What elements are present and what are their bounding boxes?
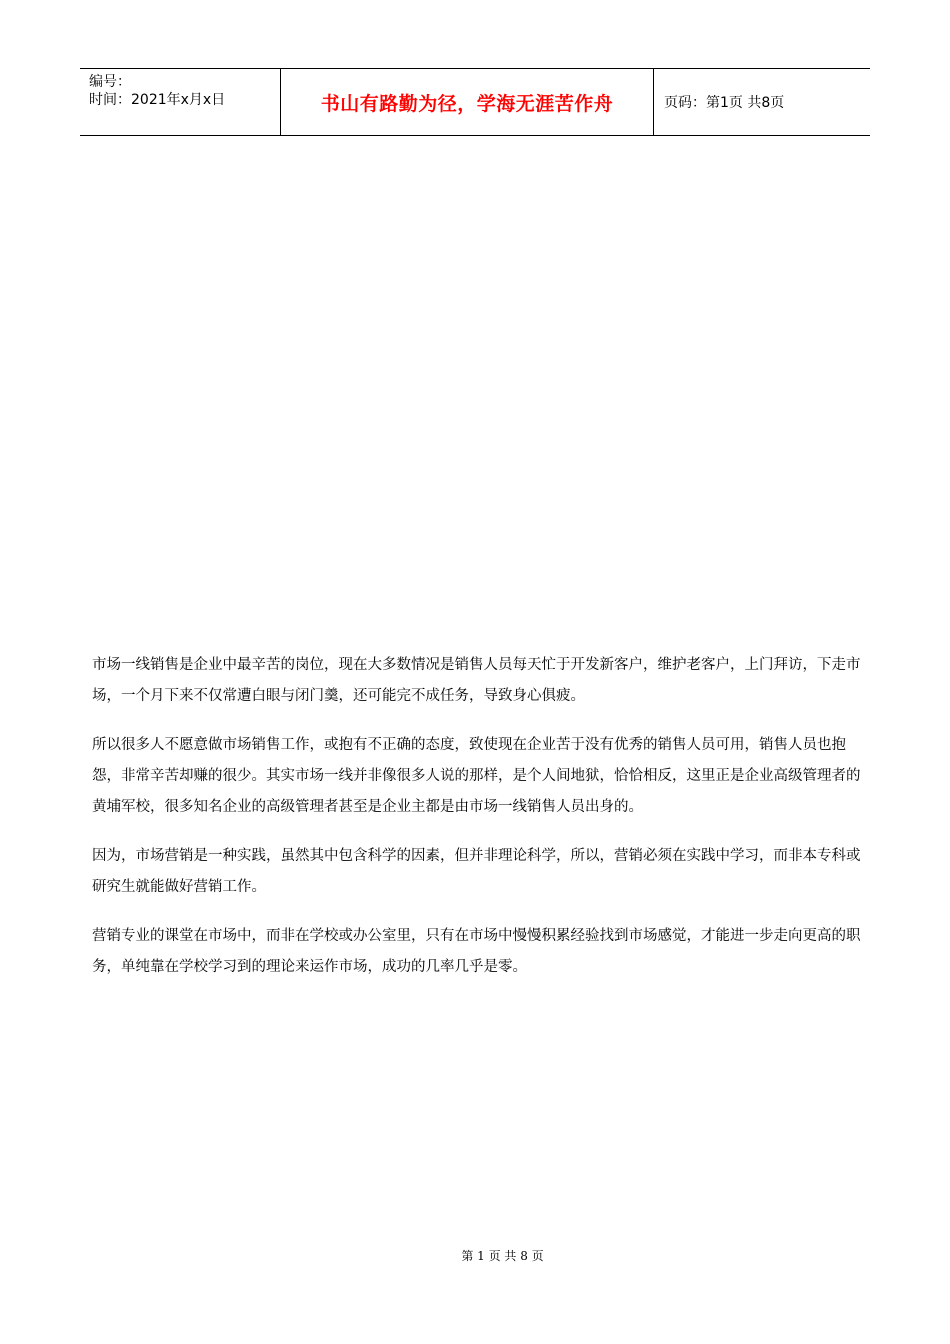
document-body <box>92 650 862 1001</box>
paragraph-4: 营销专业的课堂在市场中，而非在学校或办公室里，只有在市场中慢慢积累经验找到市场感觉，才能进一步走向更高的职务，单纯靠在学校学习到的理论来运作市场，成功的几率几乎是零。 <box>92 928 861 975</box>
paragraph-2: 所以很多人不愿意做市场销售工作，或抱有不正确的态度，致使现在企业苦于没有优秀的销售人员可用，销售人员也抱怨，非常辛苦却赚的很少。其实市场一线并非像很多人说的那样，是个人间地狱，恰恰相反，这里正是企业高级管理者的黄埔军校，很多知名企业的高级管理者甚至是企业主都是由市场一线销售人员出身的。 <box>92 737 861 815</box>
page-header <box>80 68 870 136</box>
header-page-number: 页码：第1页 共8页 <box>664 95 785 111</box>
header-motto: 书山有路勤为径，学海无涯苦作舟 <box>281 69 654 135</box>
page-footer <box>0 1247 950 1264</box>
document-date-label: 时间：2021年x月x日 <box>89 92 226 108</box>
paragraph-1: 市场一线销售是企业中最辛苦的岗位，现在大多数情况是销售人员每天忙于开发新客户，维护老客户，上门拜访，下走市场，一个月下来不仅常遭白眼与闭门羹，还可能完不成任务，导致身心俱疲。 <box>92 657 861 704</box>
header-meta <box>80 69 281 135</box>
paragraph-3: 因为，市场营销是一种实践，虽然其中包含科学的因素，但并非理论科学，所以，营销必须在实践中学习，而非本专科或研究生就能做好营销工作。 <box>92 848 861 895</box>
document-number-label: 编号： <box>89 74 131 90</box>
footer-page-number: 第 1 页 共 8 页 <box>461 1249 544 1263</box>
